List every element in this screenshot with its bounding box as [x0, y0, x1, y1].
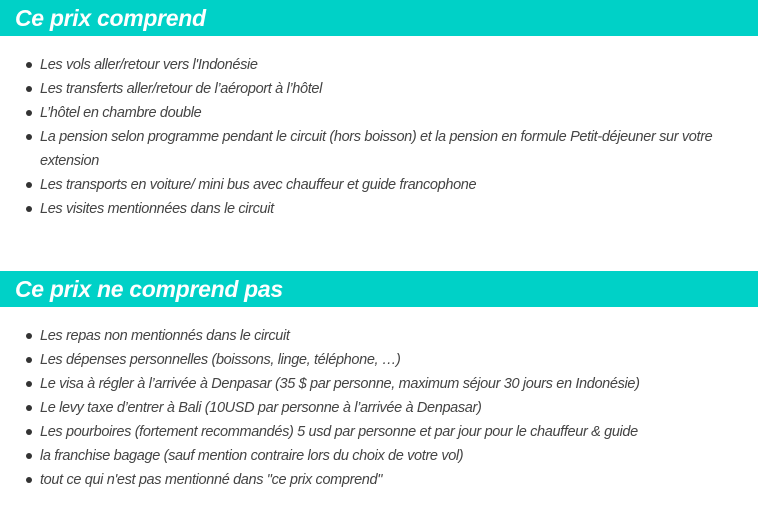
list-item-text: Les pourboires (fortement recommandés) 5 usd par personne et par jour pour le chauffeur & guide — [40, 424, 638, 440]
bullet-icon — [26, 206, 32, 212]
list-item-text: Les visites mentionnées dans le circuit — [40, 201, 274, 217]
list-item — [0, 101, 758, 125]
bullet-icon — [26, 110, 32, 116]
list-item-text: Les dépenses personnelles (boissons, linge, téléphone, …) — [40, 352, 401, 368]
list-item-text: Les transports en voiture/ mini bus avec chauffeur et guide francophone — [40, 177, 477, 193]
list-item — [0, 420, 758, 444]
list-item — [0, 125, 758, 173]
list-item-text: la franchise bagage (sauf mention contraire lors du choix de votre vol) — [40, 448, 464, 464]
list-item — [0, 53, 758, 77]
list-item-text: Les repas non mentionnés dans le circuit — [40, 328, 290, 344]
list-item — [0, 396, 758, 420]
list-item-text: Les transferts aller/retour de l’aéroport à l’hôtel — [40, 81, 322, 97]
list-item-text: tout ce qui n'est pas mentionné dans "ce prix comprend" — [40, 472, 383, 488]
bullet-icon — [26, 134, 32, 140]
list-item-text: Le levy taxe d’entrer à Bali (10USD par personne à l’arrivée à Denpasar) — [40, 400, 482, 416]
bullet-icon — [26, 453, 32, 459]
excluded-list — [0, 324, 758, 492]
list-item — [0, 444, 758, 468]
bullet-icon — [26, 182, 32, 188]
list-item — [0, 372, 758, 396]
list-item-text: L’hôtel en chambre double — [40, 105, 202, 121]
list-item — [0, 468, 758, 492]
list-item — [0, 348, 758, 372]
bullet-icon — [26, 477, 32, 483]
bullet-icon — [26, 405, 32, 411]
bullet-icon — [26, 62, 32, 68]
excluded-section-title: Ce prix ne comprend pas — [0, 271, 758, 307]
list-item-text: Le visa à régler à l’arrivée à Denpasar (35 $ par personne, maximum séjour 30 jours en Indonésie) — [40, 376, 640, 392]
list-item-text: Les vols aller/retour vers l'Indonésie — [40, 57, 258, 73]
included-section-title: Ce prix comprend — [0, 0, 758, 36]
bullet-icon — [26, 333, 32, 339]
list-item-text: La pension selon programme pendant le circuit (hors boisson) et la pension en formule Petit-déjeuner sur votre extension — [40, 129, 713, 169]
list-item — [0, 77, 758, 101]
bullet-icon — [26, 381, 32, 387]
bullet-icon — [26, 86, 32, 92]
list-item — [0, 173, 758, 197]
list-item — [0, 324, 758, 348]
included-list — [0, 53, 758, 221]
list-item — [0, 197, 758, 221]
bullet-icon — [26, 357, 32, 363]
bullet-icon — [26, 429, 32, 435]
